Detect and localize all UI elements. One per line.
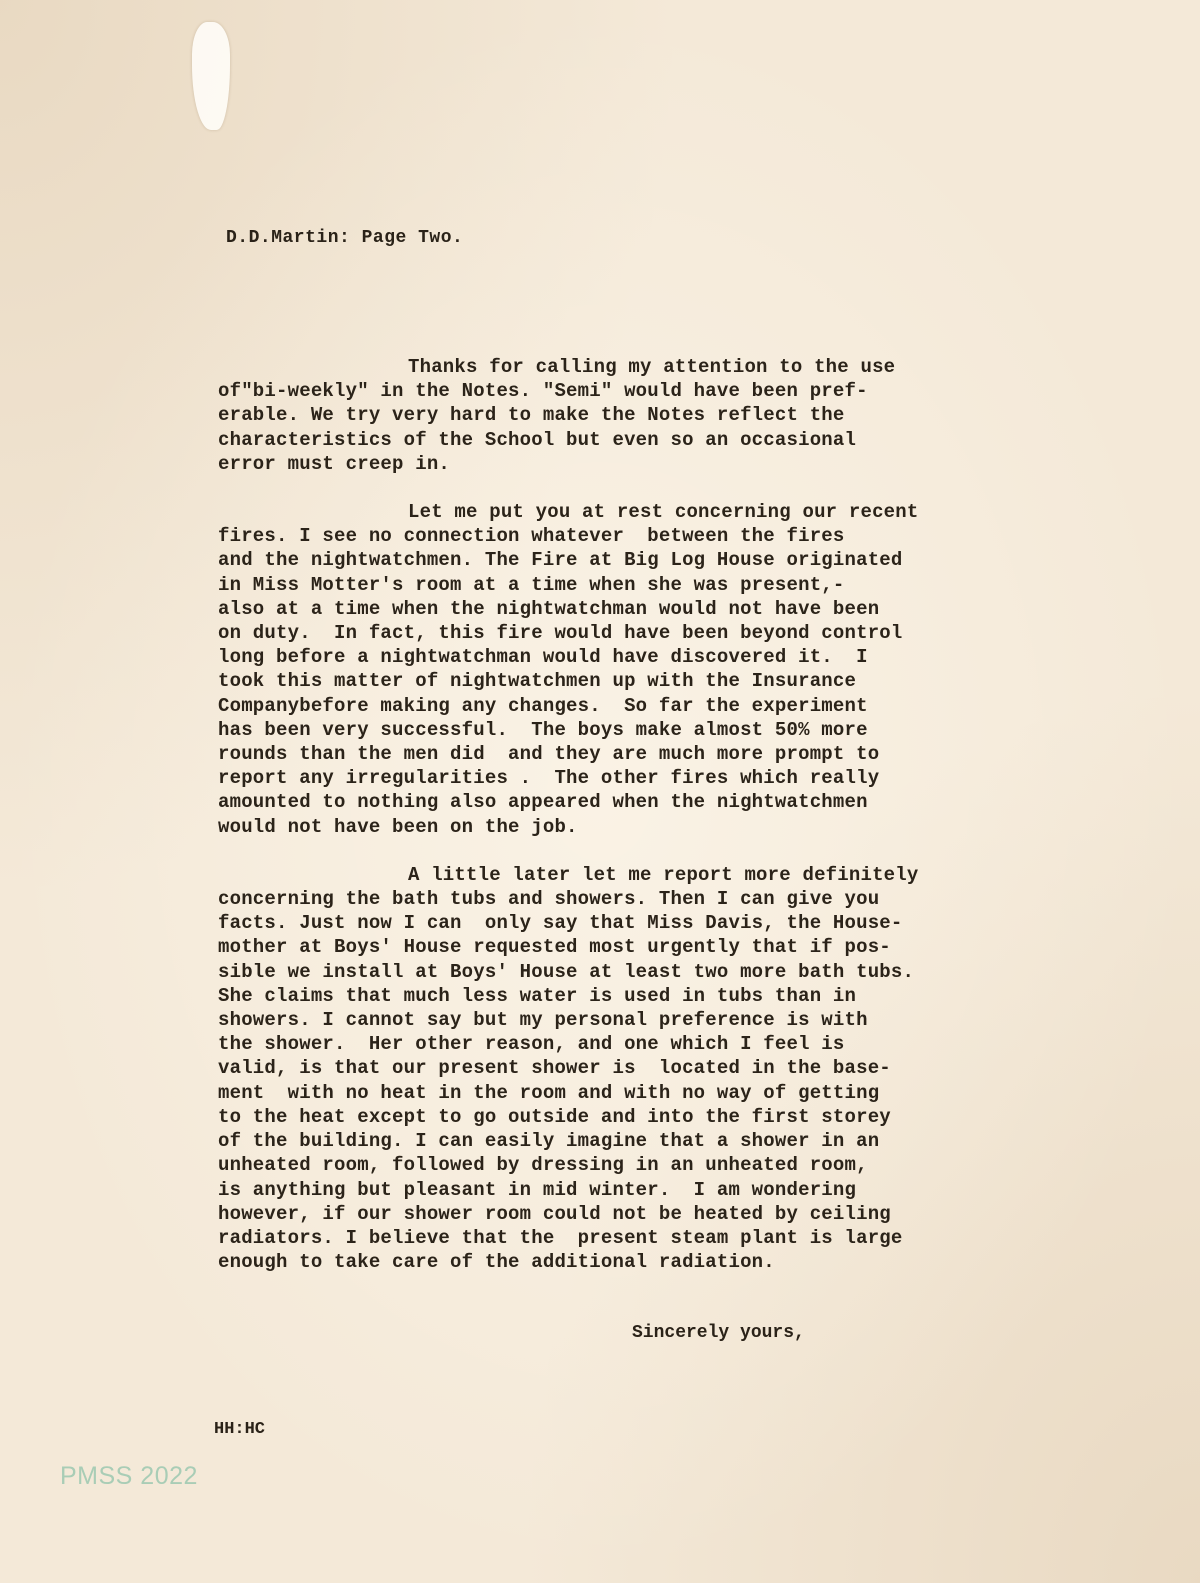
text-line: showers. I cannot say but my personal preference is with xyxy=(218,1009,868,1032)
text-line: erable. We try very hard to make the Notes reflect the xyxy=(218,404,845,427)
reference-initials: HH:HC xyxy=(214,1420,266,1439)
text-line: however, if our shower room could not be heated by ceiling xyxy=(218,1202,891,1225)
text-line: facts. Just now I can only say that Miss Davis, the House- xyxy=(218,912,903,935)
paragraph-3 xyxy=(218,863,1098,1274)
text-line: radiators. I believe that the present steam plant is large xyxy=(218,1226,903,1249)
text-line: ment with no heat in the room and with no way of getting xyxy=(218,1081,880,1104)
text-line: sible we install at Boys' House at least two more bath tubs. xyxy=(218,960,915,983)
archive-watermark: PMSS 2022 xyxy=(60,1462,198,1490)
text-line: took this matter of nightwatchmen up with the Insurance xyxy=(218,670,857,693)
paragraph-1 xyxy=(218,355,1098,476)
text-line: has been very successful. The boys make almost 50% more xyxy=(218,718,868,741)
paragraph-2 xyxy=(218,500,1098,839)
text-line: to the heat except to go outside and into the first storey xyxy=(218,1105,891,1128)
text-line: in Miss Motter's room at a time when she was present,- xyxy=(218,573,845,596)
text-line: on duty. In fact, this fire would have been beyond control xyxy=(218,622,903,645)
text-line: is anything but pleasant in mid winter. I am wondering xyxy=(218,1178,857,1201)
text-line: Companybefore making any changes. So far the experiment xyxy=(218,694,868,717)
text-line: mother at Boys' House requested most urgently that if pos- xyxy=(218,936,891,959)
text-line: error must creep in. xyxy=(218,452,451,475)
text-line: valid, is that our present shower is located in the base- xyxy=(218,1057,891,1080)
text-line: and the nightwatchmen. The Fire at Big Log House originated xyxy=(218,549,903,572)
text-line: A little later let me report more definitely xyxy=(408,863,919,886)
page-header: D.D.Martin: Page Two. xyxy=(226,228,464,248)
text-line: would not have been on the job. xyxy=(218,815,578,838)
text-line: Thanks for calling my attention to the use xyxy=(408,356,896,378)
text-line: She claims that much less water is used in tubs than in xyxy=(218,984,857,1007)
text-line: characteristics of the School but even so an occasional xyxy=(218,428,857,451)
text-line: amounted to nothing also appeared when the nightwatchmen xyxy=(218,791,868,814)
text-line: of the building. I can easily imagine that a shower in an xyxy=(218,1130,880,1153)
text-line: rounds than the men did and they are much more prompt to xyxy=(218,743,880,766)
text-line: report any irregularities . The other fires which really xyxy=(218,767,880,790)
paper-tear-mark xyxy=(192,22,230,130)
text-line: Let me put you at rest concerning our recent xyxy=(408,501,919,524)
text-line: enough to take care of the additional radiation. xyxy=(218,1251,775,1274)
text-line: also at a time when the nightwatchman would not have been xyxy=(218,597,880,620)
text-line: fires. I see no connection whatever between the fires xyxy=(218,525,845,548)
text-line: concerning the bath tubs and showers. Then I can give you xyxy=(218,888,880,911)
closing-salutation: Sincerely yours, xyxy=(632,1323,805,1343)
text-line: of"bi-weekly" in the Notes. "Semi" would have been pref- xyxy=(218,380,868,403)
letter-body xyxy=(218,355,1098,1298)
text-line: long before a nightwatchman would have discovered it. I xyxy=(218,646,868,669)
text-line: unheated room, followed by dressing in an unheated room, xyxy=(218,1154,868,1177)
text-line: the shower. Her other reason, and one which I feel is xyxy=(218,1033,845,1056)
